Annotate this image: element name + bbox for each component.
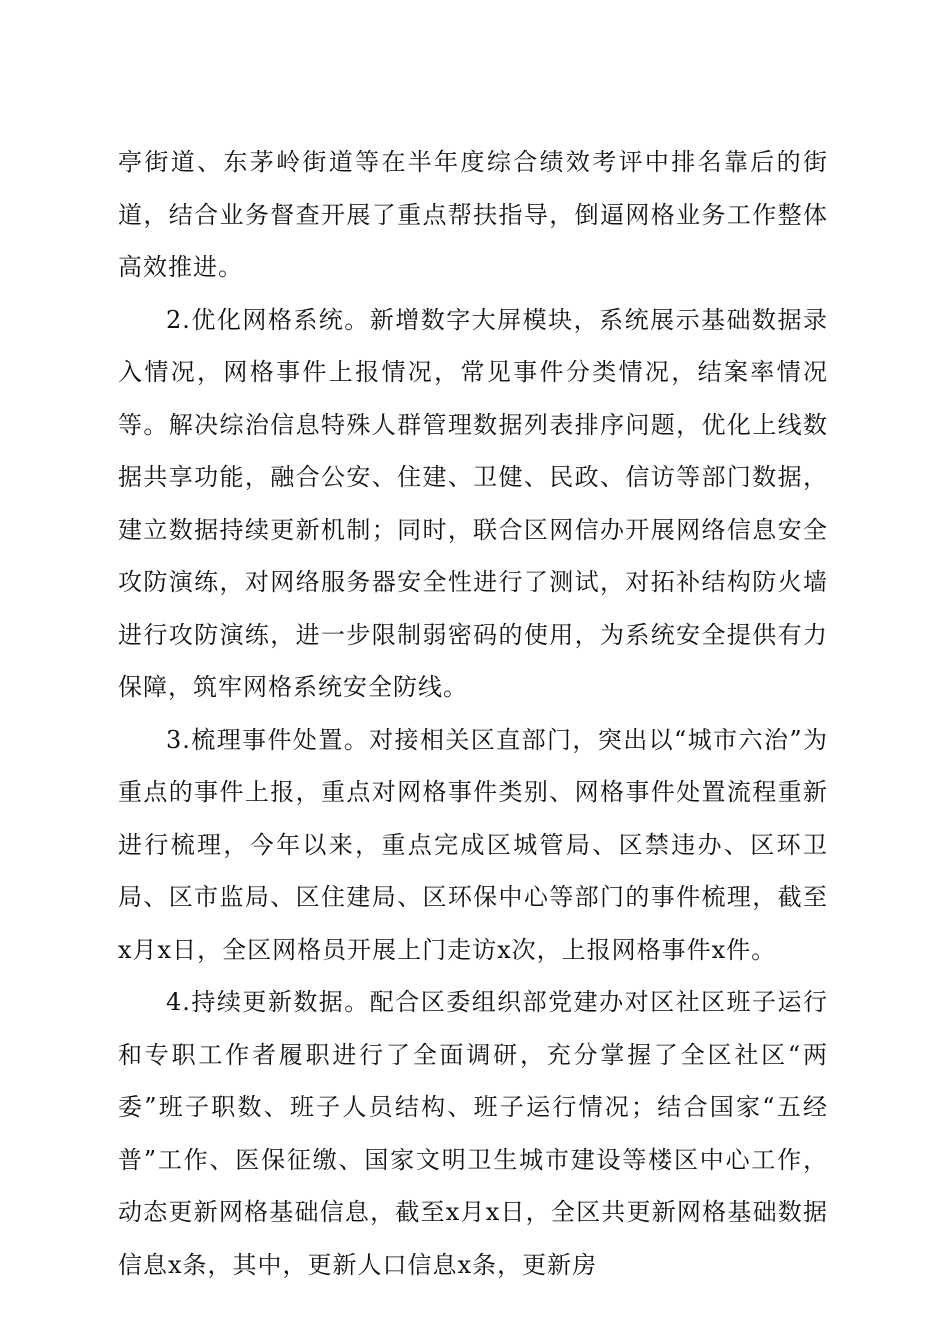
paragraph-continuation: 亭街道、东茅岭街道等在半年度综合绩效考评中排名靠后的街道，结合业务督查开展了重点帮扶指导，倒逼网格业务工作整体高效推进。 bbox=[118, 148, 828, 281]
document-body bbox=[118, 136, 828, 1291]
paragraph-optimize-grid-system: 2.优化网格系统。新增数字大屏模块，系统展示基础数据录入情况，网格事件上报情况，常见事件分类情况，结案率情况等。解决综治信息特殊人群管理数据列表排序问题，优化上线数据共享功能，融合公安、住建、卫健、民政、信访等部门数据，建立数据持续更新机制；同时，联合区网信办开展网络信息安全攻防演练，对网络服务器安全性进行了测试，对拓补结构防火墙进行攻防演练，进一步限制弱密码的使用，为系统安全提供有力保障，筑牢网格系统安全防线。 bbox=[118, 305, 828, 701]
paragraph-update-data: 4.持续更新数据。配合区委组织部党建办对区社区班子运行和专职工作者履职进行了全面调研，充分掌握了全区社区“两委”班子职数、班子人员结构、班子运行情况；结合国家“五经普”工作、医保征缴、国家文明卫生城市建设等楼区中心工作，动态更新网格基础信息，截至x月x日，全区共更新网格基础数据信息x条，其中，更新人口信息x条，更新房 bbox=[118, 988, 828, 1279]
paragraph-event-handling: 3.梳理事件处置。对接相关区直部门，突出以“城市六治”为重点的事件上报，重点对网格事件类别、网格事件处置流程重新进行梳理，今年以来，重点完成区城管局、区禁违办、区环卫局、区市监局、区住建局、区环保中心等部门的事件梳理，截至x月x日，全区网格员开展上门走访x次，上报网格事件x件。 bbox=[118, 725, 828, 964]
